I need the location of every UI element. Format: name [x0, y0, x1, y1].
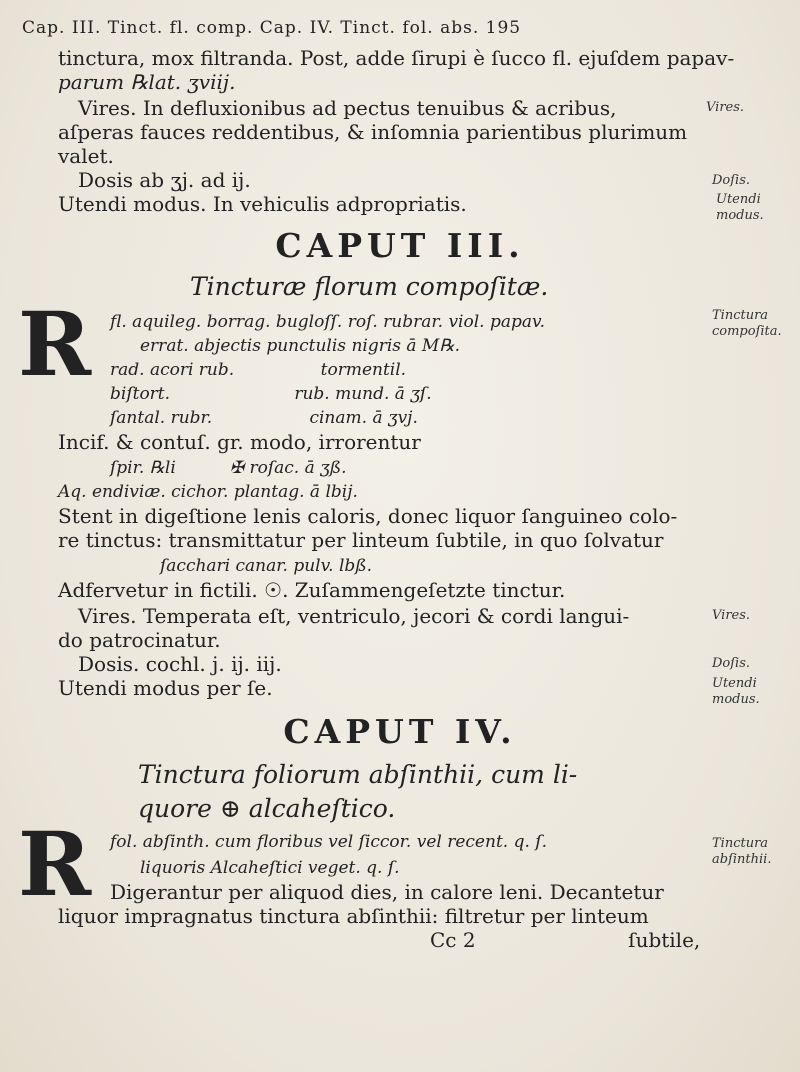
chapter-title: Tincturæ florum compoſitæ. [190, 272, 549, 301]
chapter-title: Tinctura foliorum abſinthii, cum li- [138, 760, 578, 789]
recipe-line: ſantal. rubr. cinam. ā ʒvj. [110, 408, 418, 428]
drop-initial: R [18, 292, 92, 396]
running-header: Cap. III. Tinct. fl. comp. Cap. IV. Tinct. fol. abs. 195 [22, 18, 522, 38]
text-line: tinctura, mox filtranda. Post, adde ſirupi è ſucco fl. ejuſdem papav- [58, 46, 735, 70]
recipe-line: fl. aquileg. borrag. bugloſſ. roſ. rubrar. viol. papav. [110, 312, 546, 332]
chapter-heading: CAPUT IV. [283, 712, 517, 751]
text-line: Dosis. cochl. j. ij. iij. [78, 652, 282, 676]
text-line: Utendi modus per ſe. [58, 676, 273, 700]
chapter-heading: CAPUT III. [275, 226, 525, 265]
margin-note: modus. [712, 692, 760, 707]
recipe-line: rad. acori rub. tormentil. [110, 360, 407, 380]
recipe-line: ſpir. ℞li ✠ roſac. ā ʒß. [110, 458, 347, 478]
margin-note: Doſis. [712, 656, 751, 671]
margin-note: Utendi [716, 192, 761, 207]
recipe-line: Aq. endiviæ. cichor. plantag. ā lbij. [58, 482, 358, 502]
margin-note: Vires. [706, 100, 745, 115]
drop-initial: R [18, 812, 92, 916]
recipe-line: ſacchari canar. pulv. lbß. [160, 556, 373, 576]
text-line: liquor impragnatus tinctura abſinthii: filtretur per linteum [58, 904, 649, 928]
signature-line: Cc 2 ſubtile, [430, 928, 701, 952]
text-line: Digerantur per aliquod dies, in calore leni. Decantetur [110, 880, 664, 904]
chapter-title: quore ⊕ alcaheſtico. [138, 794, 396, 823]
text-line: aſperas fauces reddentibus, & inſomnia parientibus plurimum [58, 120, 688, 144]
text-line: Incif. & contuſ. gr. modo, irrorentur [58, 430, 421, 454]
recipe-line: liquoris Alcaheſtici veget. q. ſ. [140, 858, 400, 878]
margin-note: modus. [716, 208, 764, 223]
margin-note: compoſita. [712, 324, 782, 339]
text-line: valet. [58, 144, 114, 168]
text-line: Utendi modus. In vehiculis adpropriatis. [58, 192, 467, 216]
margin-note: abſinthii. [712, 852, 772, 867]
margin-note: Utendi [712, 676, 757, 691]
margin-note: Tinctura [712, 308, 769, 323]
text-line: Dosis ab ʒj. ad ij. [78, 168, 251, 192]
recipe-line: biſtort. rub. mund. ā ʒſ. [110, 384, 432, 404]
margin-note: Vires. [712, 608, 751, 623]
text-line: do patrocinatur. [58, 628, 221, 652]
text-line: Vires. Temperata eſt, ventriculo, jecori & cordi langui- [78, 604, 630, 628]
text-line: Adfervetur in fictili. ☉. Zuſammengeſetzte tinctur. [58, 578, 566, 602]
text-line: parum ℞lat. ʒviij. [58, 70, 236, 94]
recipe-line: fol. abſinth. cum floribus vel ſiccor. vel recent. q. ſ. [110, 832, 547, 852]
recipe-line: errat. abjectis punctulis nigris ā M℞. [140, 336, 460, 356]
text-line: re tinctus: transmittatur per linteum ſubtile, in quo ſolvatur [58, 528, 664, 552]
text-line: Stent in digeſtione lenis caloris, donec liquor ſanguineo colo- [58, 504, 678, 528]
margin-note: Tinctura [712, 836, 769, 851]
text-line: Vires. In defluxionibus ad pectus tenuibus & acribus, [78, 96, 617, 120]
margin-note: Doſis. [712, 173, 751, 188]
